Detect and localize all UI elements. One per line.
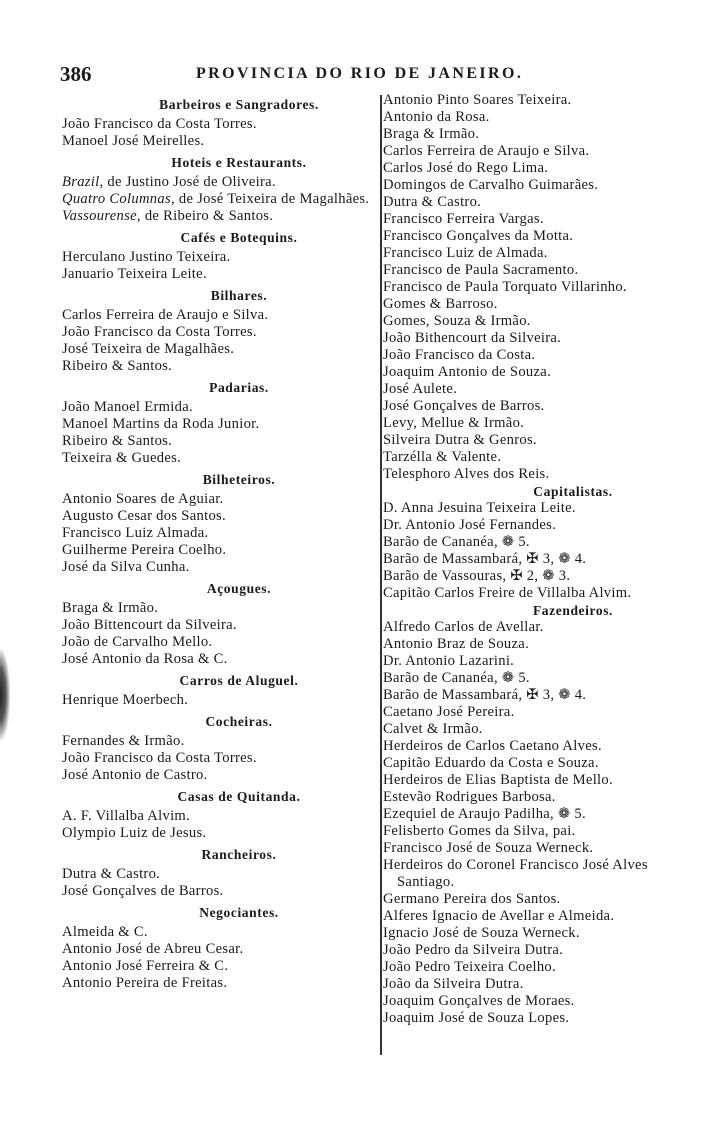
entry-text: Antonio da Rosa. [383, 109, 490, 125]
section-heading: Casas de Quitanda. [177, 789, 301, 804]
directory-entry [383, 449, 703, 466]
directory-entry [62, 883, 376, 900]
entry-text: João Bithencourt da Silveira. [383, 330, 562, 346]
entry-text: Carlos Ferreira de Araujo e Silva. [383, 143, 590, 159]
directory-entry [383, 432, 703, 449]
entry-text: Domingos de Carvalho Guimarães. [383, 177, 599, 193]
entry-text: Teixeira & Guedes. [62, 450, 182, 466]
entry-text: Ribeiro & Santos. [62, 433, 173, 449]
directory-entry [383, 347, 703, 364]
entry-text: Almeida & C. [62, 924, 148, 940]
directory-entry [62, 358, 376, 375]
entry-text: Antonio Pereira de Freitas. [62, 975, 228, 991]
directory-entry [383, 908, 703, 925]
directory-entry [383, 228, 703, 245]
entry-text: Estevão Rodrigues Barbosa. [383, 789, 556, 805]
entry-text: Barão de Massambará, ✠ 3, ❁ 4. [383, 551, 587, 567]
entry-text: Capitão Eduardo da Costa e Souza. [383, 755, 599, 771]
directory-entry [383, 636, 703, 653]
directory-entry [383, 585, 703, 602]
entry-text: João Francisco da Costa Torres. [62, 324, 257, 340]
entry-text: Herdeiros de Carlos Caetano Alves. [383, 738, 602, 754]
establishment-name: Quatro Columnas [62, 191, 171, 207]
directory-entry [62, 733, 376, 750]
directory-entry [62, 825, 376, 842]
entry-text: José Antonio de Castro. [62, 767, 208, 783]
directory-entry [62, 525, 376, 542]
directory-entry [383, 211, 703, 228]
directory-entry [383, 789, 703, 806]
directory-entry [62, 750, 376, 767]
directory-entry [62, 542, 376, 559]
directory-entry [383, 109, 703, 126]
directory-entry [62, 266, 376, 283]
running-title: PROVINCIA DO RIO DE JANEIRO. [196, 65, 524, 82]
entry-text: Dutra & Castro. [62, 866, 161, 882]
directory-entry [62, 958, 376, 975]
entry-text: João Bittencourt da Silveira. [62, 617, 237, 633]
entry-text: Barão de Cananéa, ❁ 5. [383, 534, 530, 550]
entry-text: João Francisco da Costa Torres. [62, 116, 257, 132]
directory-entry [62, 341, 376, 358]
entry-text: Ignacio José de Souza Werneck. [383, 925, 580, 941]
section-heading: Carros de Aluguel. [179, 673, 299, 688]
directory-entry [62, 508, 376, 525]
entry-text: João Manoel Ermida. [62, 399, 193, 415]
directory-entry [383, 500, 703, 517]
entry-text: Francisco José de Souza Werneck. [383, 840, 594, 856]
entry-text: Caetano José Pereira. [383, 704, 515, 720]
section-heading: Cafés e Botequins. [180, 230, 298, 245]
directory-entry [383, 993, 703, 1010]
entry-text: João de Carvalho Mello. [62, 634, 213, 650]
directory-entry [383, 755, 703, 772]
directory-entry [383, 177, 703, 194]
directory-entry [383, 704, 703, 721]
entry-text: Guilherme Pereira Coelho. [62, 542, 227, 558]
directory-entry [383, 925, 703, 942]
entry-text: Joaquim José de Souza Lopes. [383, 1010, 570, 1026]
entry-text: Francisco de Paula Torquato Villarinho. [383, 279, 627, 295]
directory-entry [383, 551, 703, 568]
entry-text: João Francisco da Costa. [383, 347, 536, 363]
entry-text: Antonio Braz de Souza. [383, 636, 530, 652]
directory-entry [62, 975, 376, 992]
directory-entry [383, 534, 703, 551]
entry-text: Germano Pereira dos Santos. [383, 891, 561, 907]
section-heading: Cocheiras. [205, 714, 273, 729]
section-heading: Hoteis e Restaurants. [171, 155, 307, 170]
entry-text: Olympio Luiz de Jesus. [62, 825, 207, 841]
entry-text: Augusto Cesar dos Santos. [62, 508, 226, 524]
entry-text: Dr. Antonio Lazarini. [383, 653, 515, 669]
directory-entry [383, 891, 703, 908]
entry-text: Carlos José do Rego Lima. [383, 160, 549, 176]
entry-text: Braga & Irmão. [383, 126, 480, 142]
directory-entry [62, 617, 376, 634]
entry-text: Antonio José Ferreira & C. [62, 958, 229, 974]
entry-text: Barão de Cananéa, ❁ 5. [383, 670, 530, 686]
directory-entry [383, 415, 703, 432]
entry-text: Calvet & Irmão. [383, 721, 483, 737]
entry-text: Francisco Ferreira Vargas. [383, 211, 544, 227]
directory-entry [62, 600, 376, 617]
section-heading: Rancheiros. [201, 847, 277, 862]
page-header [60, 62, 710, 84]
directory-entry [62, 450, 376, 467]
entry-text: Manoel Martins da Roda Junior. [62, 416, 260, 432]
entry-text: Antonio Soares de Aguiar. [62, 491, 224, 507]
directory-entry [383, 806, 703, 823]
directory-entry [383, 959, 703, 976]
entry-text: José da Silva Cunha. [62, 559, 190, 575]
entry-text: João Francisco da Costa Torres. [62, 750, 257, 766]
entry-text: José Gonçalves de Barros. [383, 398, 545, 414]
entry-text: Herculano Justino Teixeira. [62, 249, 231, 265]
section-heading: Fazendeiros. [532, 603, 614, 618]
entry-text: Braga & Irmão. [62, 600, 159, 616]
directory-entry [383, 670, 703, 687]
entry-text: José Antonio da Rosa & C. [62, 651, 228, 667]
directory-entry [62, 651, 376, 668]
entry-text: Henrique Moerbech. [62, 692, 189, 708]
directory-entry [383, 840, 703, 857]
directory-entry [62, 174, 376, 191]
directory-entry [383, 942, 703, 959]
entry-text: João Pedro da Silveira Dutra. [383, 942, 564, 958]
entry-text: José Teixeira de Magalhães. [62, 341, 235, 357]
directory-entry [383, 738, 703, 755]
directory-entry [62, 634, 376, 651]
section-heading: Negociantes. [199, 905, 279, 920]
entry-text: Gomes & Barroso. [383, 296, 498, 312]
directory-entry [62, 808, 376, 825]
directory-entry [383, 721, 703, 738]
page-number: 386 [60, 62, 92, 86]
directory-entry [62, 433, 376, 450]
directory-entry [62, 133, 376, 150]
directory-entry [383, 126, 703, 143]
directory-entry [62, 307, 376, 324]
directory-entry [62, 116, 376, 133]
entry-text: Carlos Ferreira de Araujo e Silva. [62, 307, 269, 323]
directory-entry [383, 160, 703, 177]
entry-text: Alfredo Carlos de Avellar. [383, 619, 544, 635]
entry-text: Herdeiros de Elias Baptista de Mello. [383, 772, 613, 788]
entry-text: Francisco Luiz de Almada. [383, 245, 548, 261]
entry-text: Levy, Mellue & Irmão. [383, 415, 525, 431]
entry-text: Ezequiel de Araujo Padilha, ❁ 5. [383, 806, 586, 822]
section-heading: Padarias. [209, 380, 269, 395]
entry-text: José Gonçalves de Barros. [62, 883, 224, 899]
entry-text: Antonio José de Abreu Cesar. [62, 941, 244, 957]
directory-entry [62, 399, 376, 416]
directory-entry [62, 767, 376, 784]
directory-entry [383, 976, 703, 993]
directory-entry [62, 559, 376, 576]
directory-entry [383, 381, 703, 398]
directory-entry [383, 823, 703, 840]
entry-text: A. F. Villalba Alvim. [62, 808, 191, 824]
entry-text: , de Ribeiro & Santos. [136, 208, 274, 224]
directory-entry [383, 1010, 703, 1027]
entry-text: Alferes Ignacio de Avellar e Almeida. [383, 908, 615, 924]
section-heading: Bilhares. [210, 288, 268, 303]
entry-text: D. Anna Jesuina Teixeira Leite. [383, 500, 576, 516]
directory-entry [62, 924, 376, 941]
entry-text: , de Justino José de Oliveira. [99, 174, 276, 190]
directory-entry [62, 491, 376, 508]
entry-text: Ribeiro & Santos. [62, 358, 173, 374]
directory-entry [383, 517, 703, 534]
directory-entry [383, 364, 703, 381]
directory-entry [62, 249, 376, 266]
directory-entry [383, 653, 703, 670]
entry-text: José Aulete. [383, 381, 458, 397]
left-column [62, 92, 376, 992]
directory-entry [383, 92, 703, 109]
section-heading: Açougues. [206, 581, 272, 596]
entry-text: Joaquim Gonçalves de Moraes. [383, 993, 575, 1009]
directory-entry [383, 245, 703, 262]
directory-entry [383, 466, 703, 483]
entry-text: Herdeiros do Coronel Francisco José Alves Santiago. [383, 857, 648, 890]
entry-text: Dutra & Castro. [383, 194, 482, 210]
entry-text: Telesphoro Alves dos Reis. [383, 466, 550, 482]
entry-text: Gomes, Souza & Irmão. [383, 313, 531, 329]
directory-entry [383, 398, 703, 415]
column-divider [380, 95, 382, 1055]
directory-entry [383, 194, 703, 211]
entry-text: Francisco Gonçalves da Motta. [383, 228, 574, 244]
directory-entry [62, 416, 376, 433]
establishment-name: Brazil [62, 174, 100, 190]
directory-entry [383, 857, 703, 891]
entry-text: Silveira Dutra & Genros. [383, 432, 537, 448]
entry-text: João da Silveira Dutra. [383, 976, 524, 992]
entry-text: Tarzélla & Valente. [383, 449, 502, 465]
entry-text: Manoel José Meirelles. [62, 133, 205, 149]
entry-text: Capitão Carlos Freire de Villalba Alvim. [383, 585, 632, 601]
entry-text: Felisberto Gomes da Silva, pai. [383, 823, 576, 839]
section-heading: Barbeiros e Sangradores. [159, 97, 319, 112]
directory-entry [383, 279, 703, 296]
directory-entry [383, 143, 703, 160]
directory-entry [383, 313, 703, 330]
directory-entry [62, 191, 376, 208]
directory-entry [383, 687, 703, 704]
directory-entry [62, 208, 376, 225]
directory-entry [383, 568, 703, 585]
directory-entry [383, 772, 703, 789]
entry-text: , de José Teixeira de Magalhães. [170, 191, 370, 207]
entry-text: Francisco Luiz Almada. [62, 525, 209, 541]
directory-entry [383, 619, 703, 636]
directory-entry [62, 866, 376, 883]
entry-text: Dr. Antonio José Fernandes. [383, 517, 557, 533]
section-heading: Bilheteiros. [202, 472, 276, 487]
directory-entry [62, 324, 376, 341]
directory-entry [62, 692, 376, 709]
directory-entry [62, 941, 376, 958]
entry-text: Antonio Pinto Soares Teixeira. [383, 92, 572, 108]
entry-text: Joaquim Antonio de Souza. [383, 364, 552, 380]
entry-text: Fernandes & Irmão. [62, 733, 185, 749]
scan-edge-mark [0, 650, 10, 740]
entry-text: Francisco de Paula Sacramento. [383, 262, 579, 278]
establishment-name: Vassourense [62, 208, 137, 224]
entry-text: Barão de Massambará, ✠ 3, ❁ 4. [383, 687, 587, 703]
entry-text: Januario Teixeira Leite. [62, 266, 207, 282]
right-column [383, 92, 703, 1027]
section-heading: Capitalistas. [533, 484, 613, 499]
directory-entry [383, 296, 703, 313]
directory-entry [383, 262, 703, 279]
directory-entry [383, 330, 703, 347]
entry-text: João Pedro Teixeira Coelho. [383, 959, 556, 975]
entry-text: Barão de Vassouras, ✠ 2, ❁ 3. [383, 568, 571, 584]
